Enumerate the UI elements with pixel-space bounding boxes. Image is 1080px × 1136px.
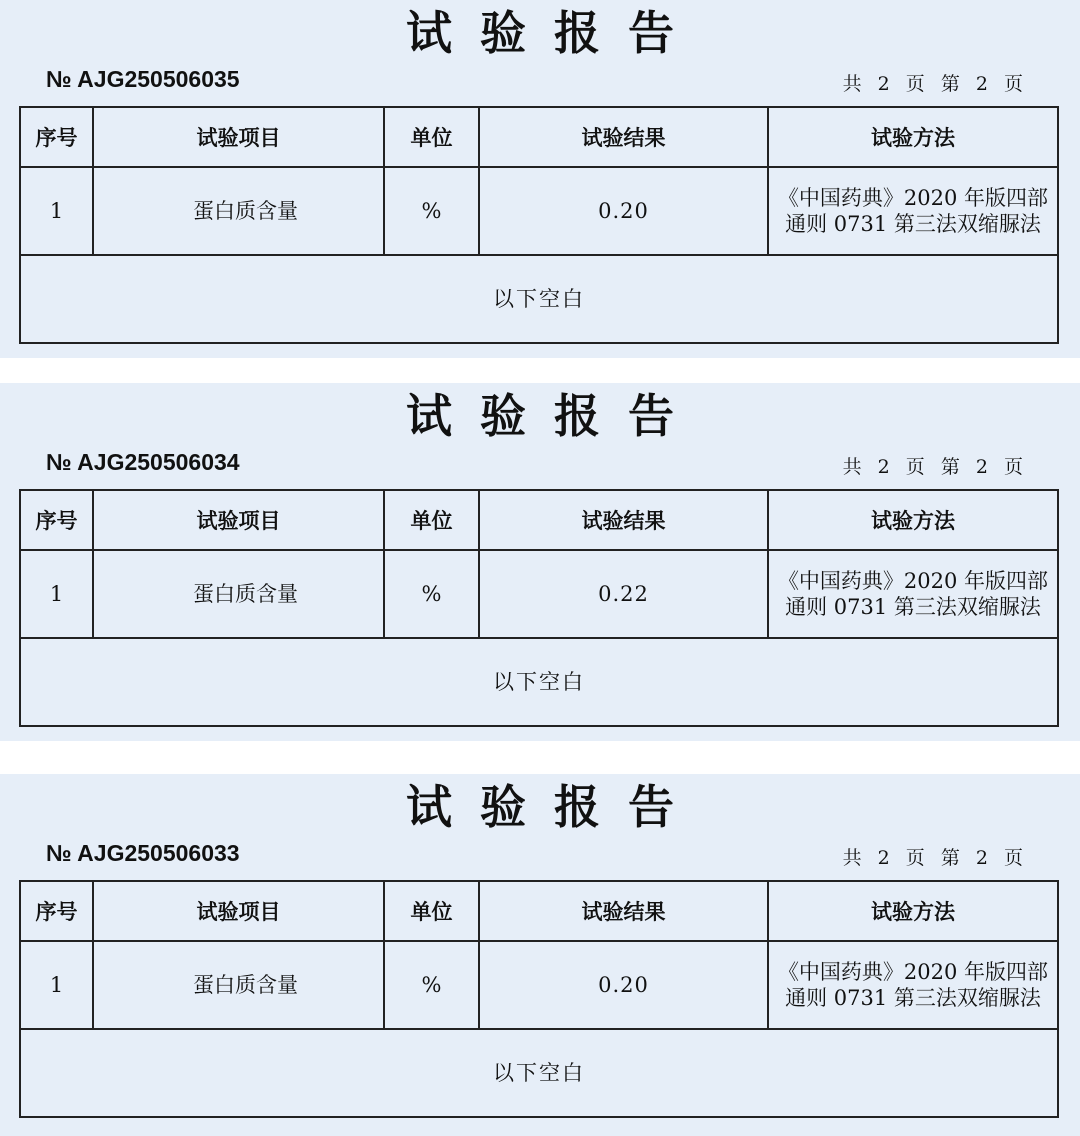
blank-row: [20, 638, 1058, 726]
test-report-1: [0, 0, 1080, 358]
page-count: 共 2 页 第 2 页: [842, 847, 1028, 869]
header-method: 试验方法: [768, 881, 1058, 941]
report-title: 试验报告: [406, 389, 702, 443]
table-header-row: [20, 881, 1058, 941]
report-number: № AJG250506034: [46, 449, 240, 475]
header-unit: 单位: [384, 881, 479, 941]
blank-row: [20, 1029, 1058, 1117]
header-seq: 序号: [20, 881, 93, 941]
header-unit: 单位: [384, 107, 479, 167]
blank-row: [20, 255, 1058, 343]
header-item: 试验项目: [93, 490, 384, 550]
cell-seq: 1: [20, 550, 93, 638]
header-result: 试验结果: [479, 881, 768, 941]
cell-unit: %: [384, 550, 479, 638]
cell-result: 0.20: [479, 167, 768, 255]
page-count: 共 2 页 第 2 页: [842, 73, 1028, 95]
report-number: № AJG250506035: [46, 66, 240, 92]
header-result: 试验结果: [479, 490, 768, 550]
cell-method: 《中国药典》2020 年版四部通则 0731 第三法双缩脲法: [768, 167, 1058, 255]
header-unit: 单位: [384, 490, 479, 550]
cell-result: 0.20: [479, 941, 768, 1029]
cell-unit: %: [384, 167, 479, 255]
blank-note: 以下空白: [20, 255, 1058, 343]
table-row: [20, 550, 1058, 638]
cell-method: 《中国药典》2020 年版四部通则 0731 第三法双缩脲法: [768, 550, 1058, 638]
table-header-row: [20, 107, 1058, 167]
cell-item: 蛋白质含量: [93, 941, 384, 1029]
result-table: [19, 106, 1059, 344]
report-title: 试验报告: [406, 780, 702, 834]
result-table: [19, 489, 1059, 727]
cell-seq: 1: [20, 941, 93, 1029]
blank-note: 以下空白: [20, 638, 1058, 726]
cell-result: 0.22: [479, 550, 768, 638]
report-number: № AJG250506033: [46, 840, 240, 866]
report-title: 试验报告: [406, 6, 702, 60]
header-method: 试验方法: [768, 490, 1058, 550]
header-item: 试验项目: [93, 881, 384, 941]
page-count: 共 2 页 第 2 页: [842, 456, 1028, 478]
cell-item: 蛋白质含量: [93, 167, 384, 255]
cell-item: 蛋白质含量: [93, 550, 384, 638]
header-item: 试验项目: [93, 107, 384, 167]
cell-seq: 1: [20, 167, 93, 255]
test-report-2: [0, 383, 1080, 741]
header-seq: 序号: [20, 490, 93, 550]
test-report-3: [0, 774, 1080, 1136]
header-seq: 序号: [20, 107, 93, 167]
blank-note: 以下空白: [20, 1029, 1058, 1117]
cell-method: 《中国药典》2020 年版四部通则 0731 第三法双缩脲法: [768, 941, 1058, 1029]
table-row: [20, 167, 1058, 255]
table-row: [20, 941, 1058, 1029]
header-method: 试验方法: [768, 107, 1058, 167]
result-table: [19, 880, 1059, 1118]
table-header-row: [20, 490, 1058, 550]
header-result: 试验结果: [479, 107, 768, 167]
cell-unit: %: [384, 941, 479, 1029]
